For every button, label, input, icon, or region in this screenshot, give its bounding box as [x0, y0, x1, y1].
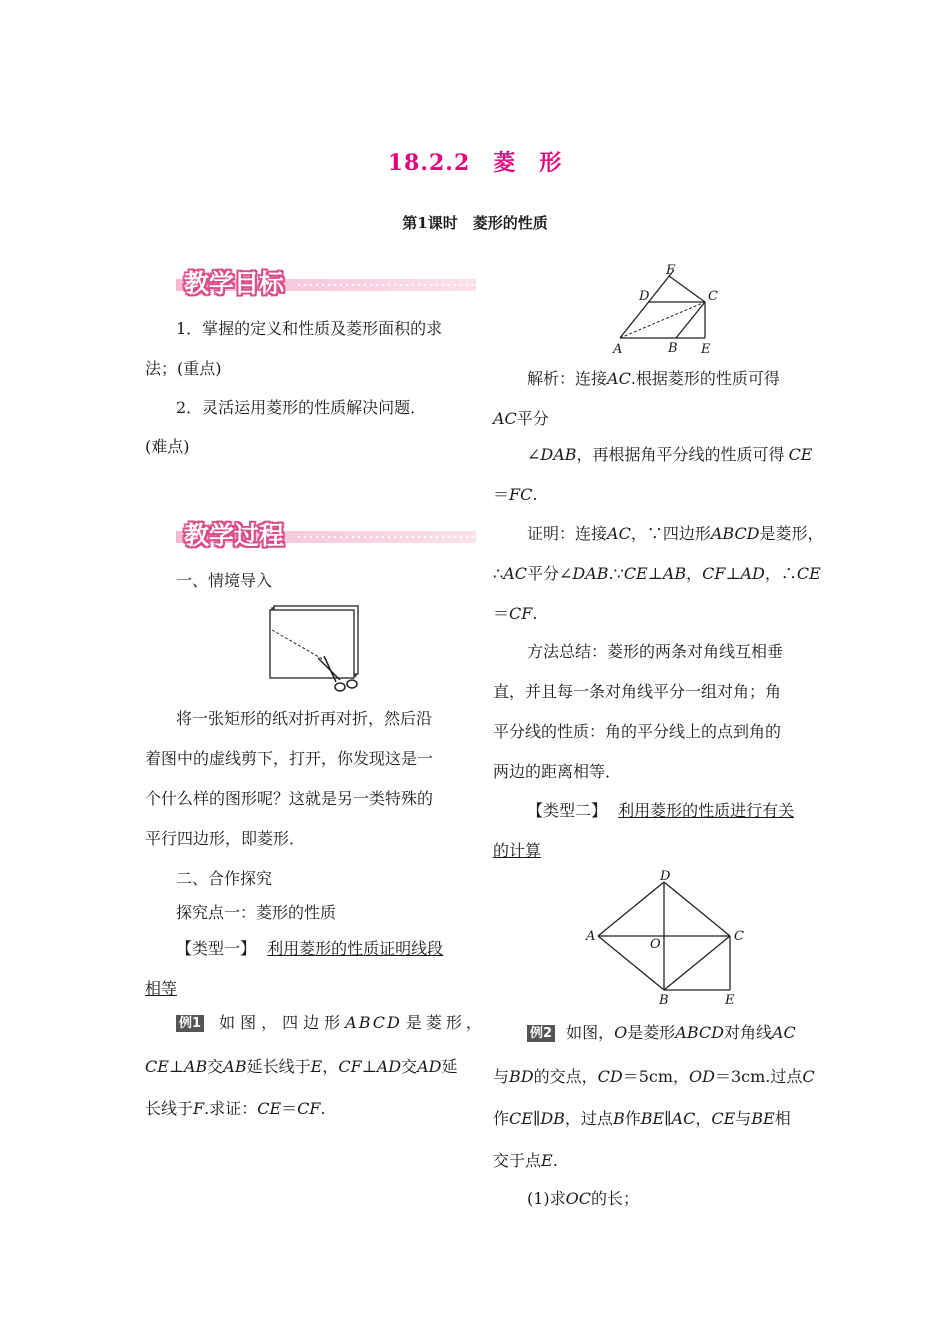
- goal-1-line-2: 法；(重点): [145, 359, 222, 378]
- text-run: (1)求: [527, 1189, 566, 1208]
- text-run: ，∵四边形: [630, 524, 711, 543]
- label-A: A: [586, 929, 596, 944]
- label-C: C: [708, 289, 718, 304]
- text-run: O: [614, 1023, 628, 1042]
- label-A: A: [613, 342, 623, 357]
- text-run: ，再根据角平分线的性质可得: [576, 445, 785, 464]
- text-run: 与: [735, 1109, 752, 1128]
- process-badge-label: 教学过程: [184, 521, 285, 550]
- example-1-line-1: [176, 1012, 486, 1034]
- rhombus-figure-2: [582, 868, 754, 1006]
- text-run: OC: [565, 1189, 592, 1208]
- example-2-line-2: [493, 1066, 815, 1088]
- text-run: ∥: [532, 1109, 541, 1128]
- text-run: ∠: [527, 445, 541, 464]
- label-F: F: [666, 263, 676, 278]
- summary-line-2: 直，并且每一条对角线平分一组对角；角: [493, 682, 782, 701]
- type-2-tag: 【类型二】: [527, 801, 608, 820]
- goal-2-line-1: 2．灵活运用菱形的性质解决问题．: [176, 398, 427, 417]
- summary-line-3: 平分线的性质：角的平分线上的点到角的: [493, 722, 782, 741]
- text-run: ABCD: [675, 1023, 724, 1042]
- text-run: 交: [401, 1057, 418, 1076]
- text-run: BD: [509, 1067, 534, 1086]
- summary-line-1: 方法总结：菱形的两条对角线互相垂: [527, 642, 784, 661]
- example-2-line-4: [493, 1150, 558, 1172]
- text-run: .求证：: [204, 1099, 258, 1118]
- text-run: AC: [772, 1023, 796, 1042]
- text-run: .∵: [608, 564, 624, 583]
- scissors-handle: [335, 683, 345, 691]
- text-run: ，∴: [764, 564, 797, 583]
- intro-line-2: 着图中的虚线剪下，打开，你发现这是一: [145, 749, 434, 768]
- text-run: OD: [689, 1067, 715, 1086]
- type-1-tag: 【类型一】: [176, 939, 257, 958]
- text-run: E: [541, 1151, 553, 1170]
- analysis-line-1: [527, 368, 780, 390]
- analysis-line-3: [527, 444, 812, 466]
- analysis-line-4: [493, 484, 537, 506]
- text-run: ＝: [493, 485, 510, 504]
- page-title: 18.2.2 菱 形: [387, 150, 563, 176]
- goal-1-line-1: 1．掌握的定义和性质及菱形面积的求: [176, 319, 443, 338]
- example-2-tag: 例2: [527, 1025, 555, 1042]
- badge-dots: [296, 284, 474, 286]
- text-run: DB: [540, 1109, 565, 1128]
- text-run: .根据菱形的性质可得: [630, 369, 780, 388]
- label-O: O: [650, 937, 661, 952]
- folded-paper-figure: [268, 600, 364, 700]
- text-run: ，: [686, 564, 703, 583]
- text-run: BE: [751, 1109, 775, 1128]
- text-run: ⊥: [725, 564, 741, 583]
- text-run: ∥: [664, 1109, 672, 1128]
- text-run: AB: [223, 1057, 247, 1076]
- goals-badge-label: 教学目标: [184, 269, 285, 298]
- text-run: ，: [322, 1057, 339, 1076]
- goal-2-line-2: (难点): [145, 437, 190, 456]
- example-1-tag: 例1: [176, 1015, 204, 1032]
- part-2-heading: 二、合作探究: [176, 869, 273, 888]
- text-run: C: [802, 1067, 815, 1086]
- lesson-subtitle: 第1课时 菱形的性质: [402, 214, 548, 232]
- text-run: AC: [671, 1109, 696, 1128]
- text-run: 交: [207, 1057, 224, 1076]
- text-run: FC: [509, 485, 533, 504]
- text-run: 对角线: [723, 1023, 772, 1042]
- proof-line-1: [527, 523, 824, 545]
- text-run: AC: [607, 369, 631, 388]
- proof-line-2: [493, 563, 821, 585]
- summary-line-4: 两边的距离相等．: [493, 762, 622, 781]
- text-run: 作: [493, 1109, 510, 1128]
- process-section-badge: [176, 516, 476, 550]
- type-2-title-cont: 的计算: [493, 841, 542, 860]
- text-run: .: [320, 1099, 326, 1118]
- text-run: 是菱形: [627, 1023, 676, 1042]
- segment-BC: [676, 302, 705, 338]
- text-run: CE: [145, 1057, 169, 1076]
- text-run: CF: [338, 1057, 362, 1076]
- part-1-heading: 一、情境导入: [176, 571, 273, 590]
- rhombus-figure-1: [606, 260, 726, 358]
- example-2-line-1: [527, 1022, 796, 1044]
- badge-dots: [296, 536, 474, 538]
- text-run: ＝5cm，: [622, 1067, 690, 1086]
- text-run: CF: [297, 1099, 321, 1118]
- segment-AC: [620, 302, 705, 338]
- segment-DC: [664, 882, 730, 936]
- proof-line-3: [493, 603, 537, 625]
- paper-layer: [270, 610, 354, 678]
- text-run: 与: [493, 1067, 510, 1086]
- label-E: E: [701, 342, 711, 357]
- text-run: AC: [607, 524, 631, 543]
- scissors-handle: [347, 680, 357, 688]
- text-run: AD: [417, 1057, 442, 1076]
- text-run: 相: [774, 1109, 791, 1128]
- label-D: D: [639, 289, 650, 304]
- text-run: AD: [376, 1057, 402, 1076]
- text-run: ∴: [493, 564, 504, 583]
- label-E: E: [725, 993, 735, 1006]
- label-D: D: [660, 869, 671, 884]
- label-B: B: [659, 993, 669, 1006]
- text-run: CE: [623, 564, 648, 583]
- text-run: ＝3cm.过点: [714, 1067, 803, 1086]
- text-run: BE: [640, 1109, 665, 1128]
- text-run: 延: [441, 1057, 458, 1076]
- text-run: 平分∠: [526, 564, 573, 583]
- text-run: 是菱形，: [759, 524, 824, 543]
- text-run: 的交点，: [533, 1067, 598, 1086]
- text-run: 的长；: [591, 1189, 640, 1208]
- text-run: ABCD: [345, 1013, 402, 1032]
- segment-AD: [598, 882, 664, 936]
- label-B: B: [668, 341, 678, 356]
- text-run: CD: [597, 1067, 623, 1086]
- text-run: CE: [711, 1109, 736, 1128]
- text-run: AC: [493, 409, 517, 428]
- type-1-title: 利用菱形的性质证明线段: [267, 939, 444, 958]
- text-run: CF: [702, 564, 726, 583]
- text-run: E: [310, 1057, 323, 1076]
- example-1-line-2: [145, 1056, 458, 1078]
- goals-section-badge: [176, 264, 476, 298]
- type-1-heading: [176, 938, 443, 960]
- intro-line-1: 将一张矩形的纸对折再对折，然后沿: [176, 709, 433, 728]
- text-run: CE: [788, 445, 813, 464]
- question-1: [527, 1188, 639, 1210]
- analysis-line-2: [493, 408, 549, 430]
- text-run: ＝: [493, 604, 510, 623]
- text-run: 交于点: [493, 1151, 542, 1170]
- label-C: C: [734, 929, 744, 944]
- text-run: CE: [509, 1109, 533, 1128]
- segment-CF: [669, 276, 705, 302]
- text-run: ABCD: [710, 524, 760, 543]
- text-run: AD: [740, 564, 765, 583]
- text-run: .: [532, 485, 538, 504]
- text-run: ⊥: [361, 1057, 377, 1076]
- text-run: AB: [183, 1057, 208, 1076]
- text-run: AC: [503, 564, 527, 583]
- text-run: 作: [624, 1109, 641, 1128]
- intro-line-4: 平行四边形，即菱形．: [145, 829, 306, 848]
- text-run: CE: [796, 564, 821, 583]
- explore-point-1: 探究点一：菱形的性质: [176, 903, 337, 922]
- text-run: ，: [695, 1109, 712, 1128]
- type-2-heading: [527, 800, 794, 822]
- text-run: 解析：连接: [527, 369, 608, 388]
- text-run: CE: [257, 1099, 282, 1118]
- text-run: CF: [509, 604, 533, 623]
- segment-AF: [620, 270, 674, 338]
- text-run: AB: [662, 564, 687, 583]
- text-run: 平分: [516, 409, 549, 428]
- text-run: 是菱形，: [405, 1013, 486, 1032]
- segment-CB: [664, 936, 730, 990]
- example-1-line-3: [145, 1098, 326, 1120]
- text-run: ＝: [281, 1099, 298, 1118]
- text-run: ，过点: [564, 1109, 613, 1128]
- intro-line-3: 个什么样的图形呢？这就是另一类特殊的: [145, 789, 434, 808]
- text-run: ⊥: [647, 564, 663, 583]
- text-run: 长线于: [145, 1099, 194, 1118]
- text-run: 延长线于: [246, 1057, 311, 1076]
- text-run: B: [612, 1109, 625, 1128]
- text-run: .: [532, 604, 538, 623]
- type-1-title-cont: 相等: [145, 979, 178, 998]
- text-run: 证明：连接: [527, 524, 608, 543]
- text-run: DAB: [572, 564, 609, 583]
- example-2-line-3: [493, 1108, 791, 1130]
- text-run: ⊥: [168, 1057, 184, 1076]
- text-run: DAB: [540, 445, 577, 464]
- text-run: 如图，: [566, 1023, 615, 1042]
- text-run: 如图，四边形: [219, 1013, 346, 1032]
- text-run: F: [193, 1099, 205, 1118]
- type-2-title: 利用菱形的性质进行有关: [618, 801, 795, 820]
- text-run: .: [552, 1151, 558, 1170]
